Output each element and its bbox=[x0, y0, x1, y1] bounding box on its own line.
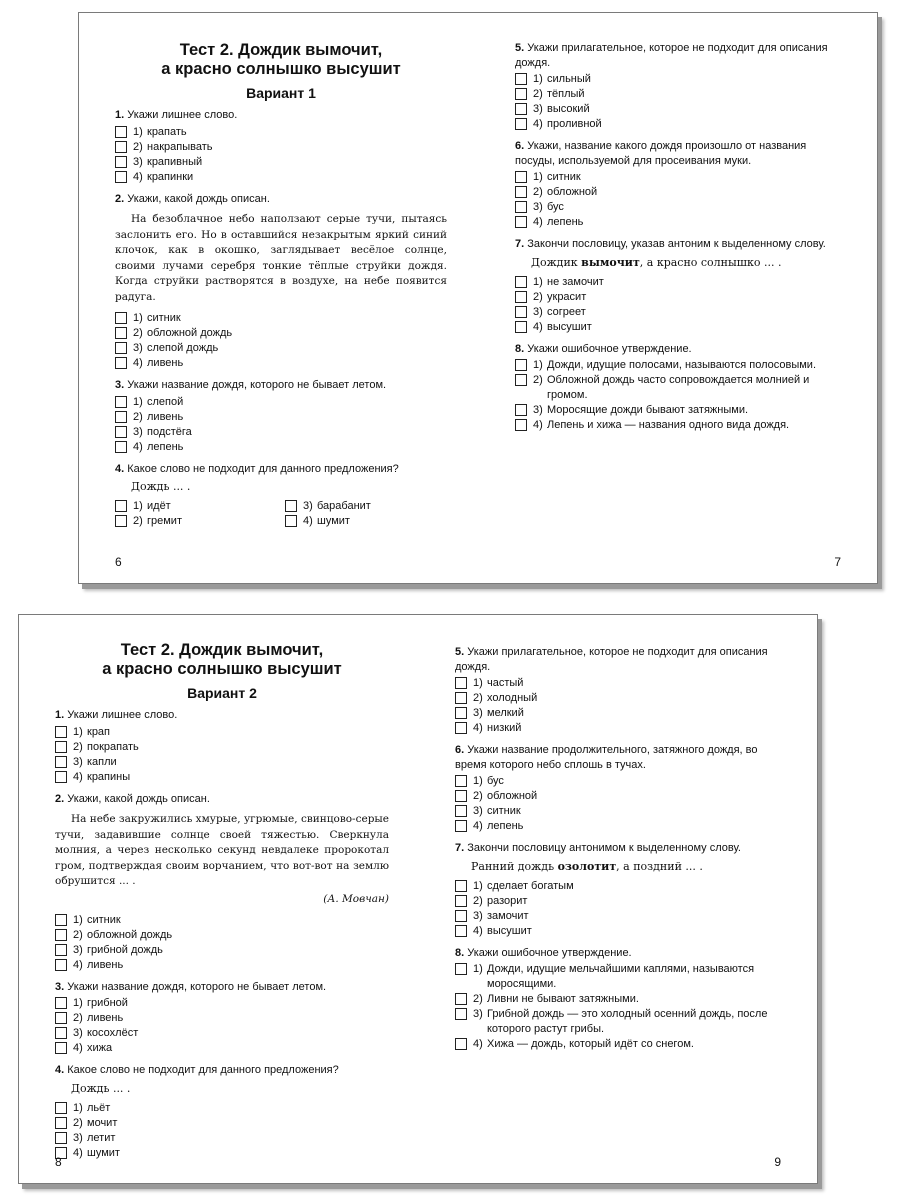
answer-option: 2) ливень bbox=[115, 410, 447, 425]
page-6 bbox=[115, 41, 447, 583]
answer-checkbox[interactable] bbox=[515, 186, 527, 198]
question-1: 1. Укажи лишнее слово. 1) крапать 2) накрапывать 3) крапивный 4) крапинки bbox=[115, 108, 447, 185]
answer-checkbox[interactable] bbox=[515, 171, 527, 183]
answer-option: 4) Лепень и хижа — названия одного вида дождя. bbox=[515, 418, 845, 433]
page-7 bbox=[515, 41, 845, 583]
answer-checkbox[interactable] bbox=[115, 312, 127, 324]
answer-option: 3) замочит bbox=[455, 909, 789, 924]
page-8 bbox=[55, 641, 389, 1183]
answer-checkbox[interactable] bbox=[455, 775, 467, 787]
answer-checkbox[interactable] bbox=[455, 692, 467, 704]
answer-option: 3) подстёга bbox=[115, 425, 447, 440]
answer-option: 1) ситник bbox=[115, 311, 447, 326]
answer-option: 4) крапины bbox=[55, 770, 389, 785]
answer-option: 1) крап bbox=[55, 725, 389, 740]
answer-checkbox[interactable] bbox=[115, 156, 127, 168]
reading-passage: На небе закружились хмурые, угрюмые, свинцово-серые тучи, задавившие солнце своей тяжестью. Сверкнула молния, а через несколько секунд невдалеке пророкотал гром, подтверждая своим ворчанием, что вот-вот на землю обрушится ... . bbox=[55, 813, 389, 887]
answer-option: 4) проливной bbox=[515, 117, 845, 132]
answer-option: 3) барабанит bbox=[285, 499, 447, 514]
answer-option: 3) слепой дождь bbox=[115, 341, 447, 356]
question-5: 5. Укажи прилагательное, которое не подходит для описания дождя. 1) сильный 2) тёплый 3) высокий 4) проливной bbox=[515, 41, 845, 132]
answer-option: 2) обложной bbox=[455, 789, 789, 804]
answer-option: 4) ливень bbox=[55, 958, 389, 973]
answer-option: 3) Моросящие дожди бывают затяжными. bbox=[515, 403, 845, 418]
book-spread-variant-2 bbox=[18, 614, 818, 1184]
question-8: 8. Укажи ошибочное утверждение. 1) Дожди, идущие полосами, называются полосовыми. 2) Обложной дождь часто сопровождается молнией и громом. 3) Моросящие дожди бывают затяжными. 4) Лепень и хижа — названия одного вида дождя. bbox=[515, 342, 845, 434]
answer-checkbox[interactable] bbox=[115, 342, 127, 354]
variant-heading: Вариант 2 bbox=[187, 685, 257, 701]
answer-checkbox[interactable] bbox=[515, 103, 527, 115]
answer-option: 4) высушит bbox=[455, 924, 789, 939]
answer-checkbox[interactable] bbox=[115, 171, 127, 183]
answer-option: 4) ливень bbox=[115, 356, 447, 371]
answer-checkbox[interactable] bbox=[55, 726, 67, 738]
answer-option: 3) грибной дождь bbox=[55, 943, 389, 958]
answer-option: 2) холодный bbox=[455, 691, 789, 706]
page-number: 8 bbox=[55, 1155, 62, 1169]
answer-checkbox[interactable] bbox=[55, 771, 67, 783]
answer-checkbox[interactable] bbox=[55, 959, 67, 971]
question-4: 4. Какое слово не подходит для данного предложения? Дождь ... . 1) идёт 2) гремит 3) барабанит 4) шумит bbox=[115, 462, 447, 530]
answer-option: 3) Грибной дождь — это холодный осенний дождь, после которого растут грибы. bbox=[455, 1007, 789, 1037]
question-7: 7. Закончи пословицу антонимом к выделенному слову. Ранний дождь озолотит, а поздний ... . 1) сделает богатым 2) разорит 3) замочит 4) высушит bbox=[455, 841, 789, 939]
answer-checkbox[interactable] bbox=[115, 357, 127, 369]
answer-option: 1) Дожди, идущие полосами, называются полосовыми. bbox=[515, 358, 845, 373]
variant-heading: Вариант 1 bbox=[246, 85, 316, 101]
answer-checkbox[interactable] bbox=[455, 993, 467, 1005]
answer-option: 3) согреет bbox=[515, 305, 845, 320]
answer-option: 2) покрапать bbox=[55, 740, 389, 755]
answer-checkbox[interactable] bbox=[455, 1038, 467, 1050]
answer-option: 1) частый bbox=[455, 676, 789, 691]
answer-option: 4) шумит bbox=[55, 1146, 389, 1161]
sample-sentence: Дождь ... . bbox=[131, 480, 191, 493]
answer-checkbox[interactable] bbox=[455, 910, 467, 922]
answer-option: 4) высушит bbox=[515, 320, 845, 335]
answer-checkbox[interactable] bbox=[455, 707, 467, 719]
page-number: 6 bbox=[115, 555, 122, 569]
answer-option: 1) сильный bbox=[515, 72, 845, 87]
answer-option: 1) крапать bbox=[115, 125, 447, 140]
answer-checkbox[interactable] bbox=[455, 1008, 467, 1020]
proverb: Дождик вымочит, а красно солнышко ... . bbox=[531, 255, 782, 269]
answer-option: 4) крапинки bbox=[115, 170, 447, 185]
answer-checkbox[interactable] bbox=[115, 426, 127, 438]
answer-checkbox[interactable] bbox=[515, 118, 527, 130]
answer-option: 3) мелкий bbox=[455, 706, 789, 721]
answer-option: 3) бус bbox=[515, 200, 845, 215]
answer-option: 1) идёт bbox=[115, 499, 277, 514]
answer-checkbox[interactable] bbox=[515, 404, 527, 416]
answer-option: 2) тёплый bbox=[515, 87, 845, 102]
answer-option: 3) косохлёст bbox=[55, 1026, 389, 1041]
answer-checkbox[interactable] bbox=[515, 276, 527, 288]
proverb: Ранний дождь озолотит, а поздний ... . bbox=[471, 859, 703, 873]
answer-checkbox[interactable] bbox=[115, 515, 127, 527]
answer-checkbox[interactable] bbox=[285, 515, 297, 527]
answer-checkbox[interactable] bbox=[55, 1102, 67, 1114]
answer-checkbox[interactable] bbox=[455, 880, 467, 892]
question-8: 8. Укажи ошибочное утверждение. 1) Дожди, идущие мельчайшими каплями, называются моросящими. 2) Ливни не бывают затяжными. 3) Грибной дождь — это холодный осенний дождь, после которого растут грибы. 4) Хижа — дождь, который идёт со снегом. bbox=[455, 946, 789, 1053]
answer-option: 2) гремит bbox=[115, 514, 277, 529]
question-1: 1. Укажи лишнее слово. 1) крап 2) покрапать 3) капли 4) крапины bbox=[55, 708, 389, 785]
answer-option: 4) низкий bbox=[455, 721, 789, 736]
answer-checkbox[interactable] bbox=[115, 126, 127, 138]
question-3: 3. Укажи название дождя, которого не бывает летом. 1) грибной 2) ливень 3) косохлёст 4) хижа bbox=[55, 980, 389, 1057]
answer-checkbox[interactable] bbox=[285, 500, 297, 512]
answer-checkbox[interactable] bbox=[515, 419, 527, 431]
answer-checkbox[interactable] bbox=[455, 805, 467, 817]
answer-checkbox[interactable] bbox=[55, 1012, 67, 1024]
answer-checkbox[interactable] bbox=[515, 374, 527, 386]
answer-option: 1) бус bbox=[455, 774, 789, 789]
answer-option: 1) не замочит bbox=[515, 275, 845, 290]
answer-option: 2) мочит bbox=[55, 1116, 389, 1131]
answer-option: 4) лепень bbox=[115, 440, 447, 455]
answer-option: 2) обложной bbox=[515, 185, 845, 200]
answer-checkbox[interactable] bbox=[55, 997, 67, 1009]
answer-option: 3) капли bbox=[55, 755, 389, 770]
answer-checkbox[interactable] bbox=[455, 722, 467, 734]
test-title: Тест 2. Дождик вымочит, а красно солнышко высушит bbox=[102, 641, 342, 678]
answer-checkbox[interactable] bbox=[515, 216, 527, 228]
answer-checkbox[interactable] bbox=[55, 929, 67, 941]
answer-checkbox[interactable] bbox=[515, 306, 527, 318]
answer-checkbox[interactable] bbox=[55, 1042, 67, 1054]
answer-checkbox[interactable] bbox=[515, 88, 527, 100]
answer-option: 1) ситник bbox=[515, 170, 845, 185]
answer-checkbox[interactable] bbox=[55, 741, 67, 753]
page-number: 9 bbox=[774, 1155, 781, 1169]
question-6: 6. Укажи название продолжительного, затяжного дождя, во время которого небо сплошь в тучах. 1) бус 2) обложной 3) ситник 4) лепень bbox=[455, 743, 789, 834]
test-title: Тест 2. Дождик вымочит, а красно солнышко высушит bbox=[161, 41, 401, 78]
book-spread-variant-1 bbox=[78, 12, 878, 584]
answer-option: 1) ситник bbox=[55, 913, 389, 928]
answer-checkbox[interactable] bbox=[115, 441, 127, 453]
answer-checkbox[interactable] bbox=[55, 1132, 67, 1144]
answer-option: 4) Хижа — дождь, который идёт со снегом. bbox=[455, 1037, 789, 1052]
answer-checkbox[interactable] bbox=[455, 925, 467, 937]
answer-option: 1) сделает богатым bbox=[455, 879, 789, 894]
answer-checkbox[interactable] bbox=[455, 677, 467, 689]
answer-checkbox[interactable] bbox=[55, 1117, 67, 1129]
question-2: 2. Укажи, какой дождь описан. На безоблачное небо наползают серые тучи, пытаясь заслонить его. Но в оставшийся незакрытым яркий синий клочок, как в окошко, заглядывает весёлое солнце, своими лучами серебря тонкие тёплые струйки дождя. Когда струйки растворятся в воздухе, на небе появится радуга. 1) ситник 2) обложной дождь 3) слепой дождь 4) ливень bbox=[115, 192, 447, 369]
answer-checkbox[interactable] bbox=[455, 790, 467, 802]
answer-option: 2) разорит bbox=[455, 894, 789, 909]
answer-checkbox[interactable] bbox=[515, 359, 527, 371]
answer-option: 2) обложной дождь bbox=[55, 928, 389, 943]
answer-option: 1) грибной bbox=[55, 996, 389, 1011]
answer-option: 2) ливень bbox=[55, 1011, 389, 1026]
answer-option: 3) высокий bbox=[515, 102, 845, 117]
answer-checkbox[interactable] bbox=[115, 327, 127, 339]
question-6: 6. Укажи, название какого дождя произошло от названия посуды, используемой для просеивания муки. 1) ситник 2) обложной 3) бус 4) лепень bbox=[515, 139, 845, 230]
reading-passage: На безоблачное небо наползают серые тучи, пытаясь заслонить его. Но в оставшийся незакрытым яркий синий клочок, как в окошко, заглядывает весёлое солнце, своими лучами серебря тонкие тёплые струйки дождя. Когда струйки растворятся в воздухе, на небе появится радуга. bbox=[115, 213, 447, 303]
answer-checkbox[interactable] bbox=[515, 73, 527, 85]
answer-option: 2) Ливни не бывают затяжными. bbox=[455, 992, 789, 1007]
question-7: 7. Закончи пословицу, указав антоним к выделенному слову. Дождик вымочит, а красно солнышко ... . 1) не замочит 2) украсит 3) согреет 4) высушит bbox=[515, 237, 845, 335]
answer-option: 2) накрапывать bbox=[115, 140, 447, 155]
page-9 bbox=[455, 645, 789, 1183]
answer-checkbox[interactable] bbox=[455, 820, 467, 832]
passage-attribution: (А. Мовчан) bbox=[323, 892, 389, 905]
answer-checkbox[interactable] bbox=[55, 1027, 67, 1039]
answer-option: 1) Дожди, идущие мельчайшими каплями, называются моросящими. bbox=[455, 962, 789, 992]
answer-option: 3) летит bbox=[55, 1131, 389, 1146]
answer-option: 4) шумит bbox=[285, 514, 447, 529]
answer-option: 2) Обложной дождь часто сопровождается молнией и громом. bbox=[515, 373, 845, 403]
answer-option: 1) слепой bbox=[115, 395, 447, 410]
answer-checkbox[interactable] bbox=[515, 291, 527, 303]
answer-checkbox[interactable] bbox=[55, 914, 67, 926]
answer-checkbox[interactable] bbox=[455, 895, 467, 907]
answer-option: 4) лепень bbox=[515, 215, 845, 230]
answer-checkbox[interactable] bbox=[515, 201, 527, 213]
answer-checkbox[interactable] bbox=[115, 396, 127, 408]
question-3: 3. Укажи название дождя, которого не бывает летом. 1) слепой 2) ливень 3) подстёга 4) лепень bbox=[115, 378, 447, 455]
question-5: 5. Укажи прилагательное, которое не подходит для описания дождя. 1) частый 2) холодный 3) мелкий 4) низкий bbox=[455, 645, 789, 736]
answer-checkbox[interactable] bbox=[115, 411, 127, 423]
answer-option: 4) лепень bbox=[455, 819, 789, 834]
answer-checkbox[interactable] bbox=[55, 944, 67, 956]
answer-option: 3) ситник bbox=[455, 804, 789, 819]
answer-option: 3) крапивный bbox=[115, 155, 447, 170]
answer-checkbox[interactable] bbox=[515, 321, 527, 333]
answer-option: 1) льёт bbox=[55, 1101, 389, 1116]
question-2: 2. Укажи, какой дождь описан. На небе закружились хмурые, угрюмые, свинцово-серые тучи, задавившие солнце своей тяжестью. Сверкнула молния, а через несколько секунд невдалеке пророкотал гром, подтверждая своим ворчанием, что вот-вот на землю обрушится ... . (А. Мовчан) 1) ситник 2) обложной дождь 3) грибной дождь 4) ливень bbox=[55, 792, 389, 971]
sample-sentence: Дождь ... . bbox=[71, 1081, 131, 1095]
answer-checkbox[interactable] bbox=[115, 500, 127, 512]
answer-checkbox[interactable] bbox=[455, 963, 467, 975]
answer-checkbox[interactable] bbox=[115, 141, 127, 153]
page-number: 7 bbox=[834, 555, 841, 569]
answer-option: 2) обложной дождь bbox=[115, 326, 447, 341]
answer-option: 4) хижа bbox=[55, 1041, 389, 1056]
answer-checkbox[interactable] bbox=[55, 756, 67, 768]
question-4: 4. Какое слово не подходит для данного предложения? Дождь ... . 1) льёт 2) мочит 3) летит 4) шумит bbox=[55, 1063, 389, 1161]
answer-option: 2) украсит bbox=[515, 290, 845, 305]
